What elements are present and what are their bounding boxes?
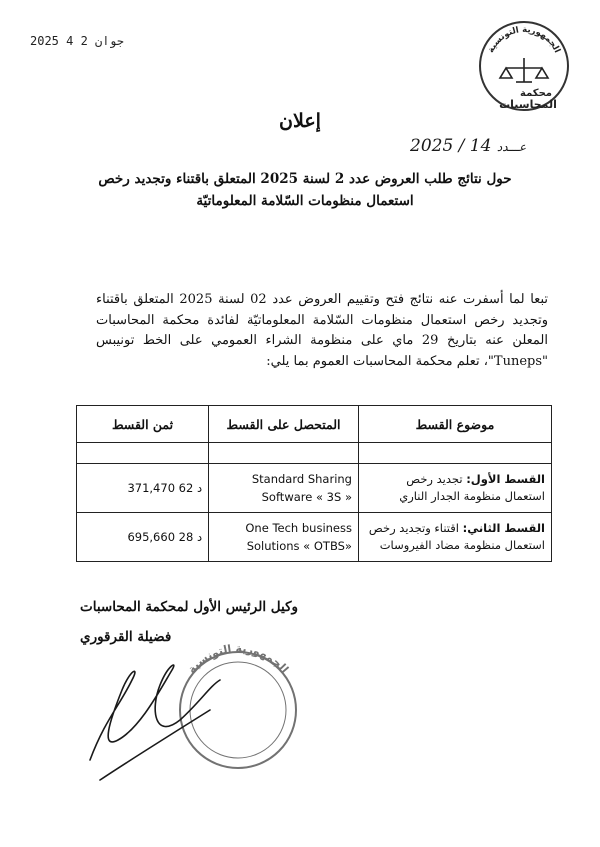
lot-price-cell <box>77 464 209 513</box>
header-lot-winner: المتحصل على القسط <box>209 406 359 443</box>
lot-description: تجديد رخص استعمال منظومة الجدار الناري <box>399 472 545 503</box>
court-of-accounts-logo <box>476 16 572 112</box>
lot-winner-cell: Standard Sharing Software « 3S » <box>209 464 359 513</box>
header-lot-price: ثمن القسط <box>77 406 209 443</box>
lot-subject-cell <box>358 464 551 513</box>
reference-number <box>410 136 560 158</box>
signature-and-stamp <box>60 610 300 790</box>
reference-number-value: 2025 / 14 <box>410 136 492 156</box>
scales-icon <box>500 58 548 82</box>
received-date-stamp: 2025 جوان 2 4 <box>30 34 124 48</box>
logo-word-mahkama: محكمة <box>520 88 552 99</box>
lot-description: اقتناء وتجديد رخص استعمال منظومة مضاد الفيروسات <box>368 521 545 552</box>
handwritten-signature <box>90 665 220 780</box>
lot-label: القسط الثاني: <box>462 521 545 535</box>
lot-label: القسط الأول: <box>466 472 545 486</box>
signatory-title: وكيل الرئيس الأول لمحكمة المحاسبات <box>80 599 299 615</box>
lot-winner-cell: One Tech business Solutions « OTBS» <box>209 513 359 562</box>
lot-currency: د <box>196 530 203 544</box>
body-paragraph: تبعا لما أسفرت عنه نتائج فتح وتقييم العروض عدد 02 لسنة 2025 المتعلق باقتناء وتجديد رخص استعمال منظومات السّلامة المعلوماتيّة لفائدة محكمة المحاسبات المعلن عنه بتاريخ 29 ماي على منظومة الشراء العمومي على الخط تونيبس "Tuneps"، تعلم محكمة المحاسبات العموم بما يلي: <box>96 292 548 369</box>
subject-line-2: استعمال منظومات السّلامة المعلوماتيّة <box>196 193 414 209</box>
table-row <box>77 513 552 562</box>
lot-price-cell <box>77 513 209 562</box>
announcement-title: إعلان <box>279 110 321 132</box>
logo-arc-text: الجمهورية التونسية <box>486 24 562 55</box>
subject-line-1: حول نتائج طلب العروض عدد 2 لسنة 2025 المتعلق باقتناء وتجديد رخص <box>98 171 512 187</box>
table-header-row <box>77 406 552 443</box>
table-row <box>77 464 552 513</box>
lot-subject-cell <box>358 513 551 562</box>
signatory-name: فضيلة القرقوري <box>80 629 172 645</box>
lot-currency: د <box>196 481 203 495</box>
header-lot-subject: موضوع القسط <box>358 406 551 443</box>
lot-price-value: 28 695,660 <box>127 530 194 544</box>
official-stamp <box>180 642 296 768</box>
reference-prefix: عـــدد <box>496 140 527 154</box>
announcement-subject <box>70 168 540 212</box>
lots-table <box>76 405 552 562</box>
logo-word-muhasabat: المحاسبات <box>499 98 557 111</box>
table-spacer-row <box>77 443 552 464</box>
stamp-text: الجمهورية التونسية <box>185 641 292 676</box>
lot-price-value: 62 371,470 <box>127 481 194 495</box>
